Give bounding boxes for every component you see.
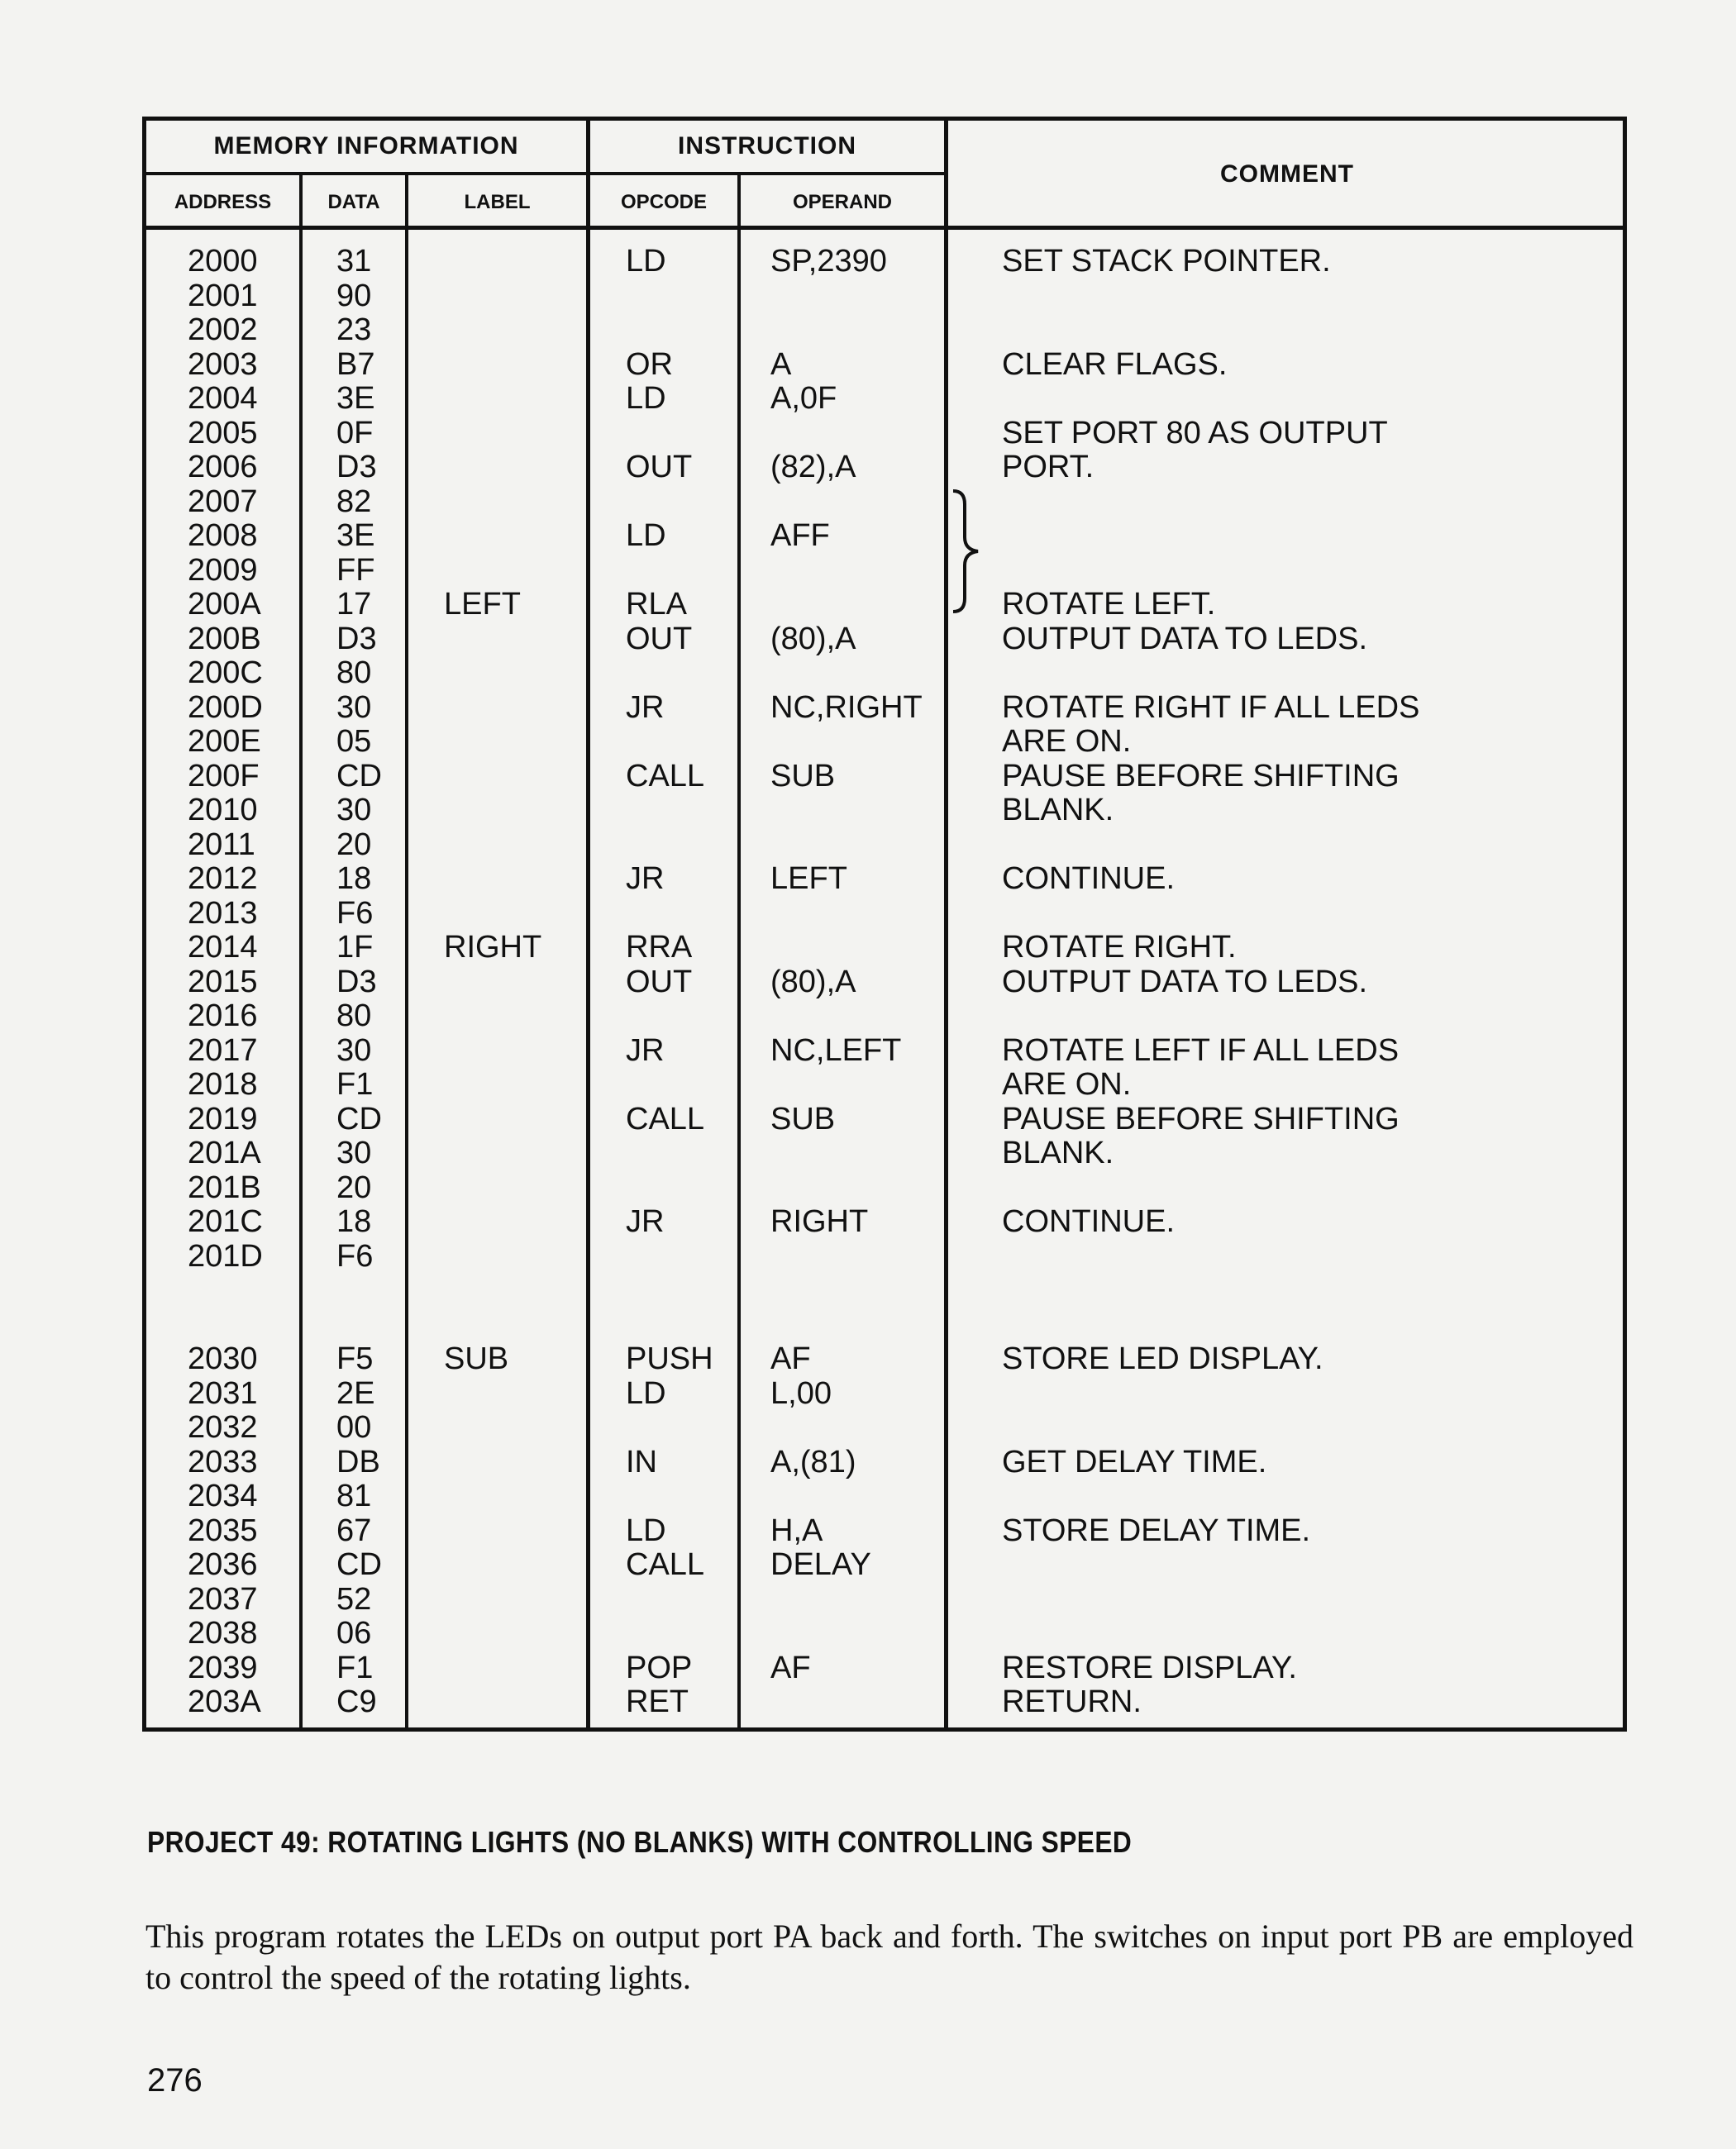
opcode-cell: OUT	[626, 964, 693, 999]
address-cell: 2032	[188, 1410, 258, 1445]
address-cell: 2034	[188, 1479, 258, 1513]
data-cell: 3E	[336, 381, 375, 416]
comment-cell: ARE ON.	[1002, 1067, 1132, 1102]
data-cell: 30	[336, 793, 372, 827]
table-row	[146, 1342, 1623, 1377]
comment-header: COMMENT	[1220, 160, 1354, 188]
operand-cell: AFF	[770, 518, 830, 553]
table-row	[146, 828, 1623, 863]
comment-cell: RESTORE DISPLAY.	[1002, 1650, 1297, 1685]
opcode-cell: CALL	[626, 1547, 705, 1582]
label-cell: SUB	[444, 1341, 509, 1376]
comment-cell: OUTPUT DATA TO LEDS.	[1002, 964, 1368, 999]
data-cell: D3	[336, 450, 377, 484]
table-row	[146, 897, 1623, 932]
opcode-cell: RET	[626, 1684, 689, 1719]
operand-cell: SP,2390	[770, 244, 887, 279]
address-cell: 203A	[188, 1684, 261, 1719]
table-row	[146, 931, 1623, 965]
opcode-cell: LD	[626, 518, 666, 553]
instruction-header: INSTRUCTION	[678, 132, 856, 160]
address-cell: 200C	[188, 655, 263, 690]
address-cell: 2000	[188, 244, 258, 279]
address-cell: 2012	[188, 861, 258, 896]
table-row	[146, 862, 1623, 897]
label-cell: LEFT	[444, 587, 521, 622]
address-cell: 200A	[188, 587, 261, 622]
address-cell: 2031	[188, 1375, 258, 1411]
opcode-cell: RRA	[626, 930, 693, 965]
address-cell: 2009	[188, 552, 258, 588]
table-row	[146, 1240, 1623, 1275]
operand-cell: DELAY	[770, 1547, 871, 1582]
table-row	[146, 1617, 1623, 1651]
opcode-cell: PUSH	[626, 1341, 713, 1376]
opcode-cell: JR	[626, 861, 665, 896]
data-cell: 1F	[336, 930, 374, 965]
data-cell: 80	[336, 998, 372, 1033]
comment-cell: BLANK.	[1002, 1136, 1114, 1170]
data-cell: 80	[336, 655, 372, 690]
table-row	[146, 348, 1623, 383]
opcode-cell: CALL	[626, 1101, 705, 1136]
comment-cell: OUTPUT DATA TO LEDS.	[1002, 621, 1368, 656]
table-row	[146, 1205, 1623, 1240]
data-cell: 30	[336, 1032, 372, 1068]
data-cell: FF	[336, 552, 375, 588]
address-cell: 2005	[188, 415, 258, 450]
comment-cell: CONTINUE.	[1002, 861, 1175, 896]
table-row	[146, 417, 1623, 451]
address-cell: 2038	[188, 1616, 258, 1651]
address-cell: 2017	[188, 1032, 258, 1068]
comment-cell: CLEAR FLAGS.	[1002, 346, 1228, 382]
opcode-cell: OR	[626, 346, 673, 382]
operand-cell: RIGHT	[770, 1204, 869, 1239]
data-cell: F1	[336, 1650, 374, 1685]
data-cell: DB	[336, 1444, 380, 1480]
comment-cell: PAUSE BEFORE SHIFTING	[1002, 758, 1400, 793]
opcode-cell: POP	[626, 1650, 693, 1685]
address-cell: 201B	[188, 1170, 261, 1205]
table-row	[146, 588, 1623, 622]
operand-cell: SUB	[770, 758, 836, 793]
opcode-cell: OUT	[626, 621, 693, 656]
table-row	[146, 656, 1623, 691]
data-cell: 90	[336, 278, 372, 313]
data-cell: 2E	[336, 1375, 375, 1411]
opcode-cell: JR	[626, 1032, 665, 1068]
table-row	[146, 519, 1623, 554]
table-row	[146, 622, 1623, 657]
table-row	[146, 1446, 1623, 1480]
data-cell: 18	[336, 1204, 372, 1239]
address-cell: 2019	[188, 1101, 258, 1136]
address-cell: 2035	[188, 1513, 258, 1548]
data-cell: 06	[336, 1616, 372, 1651]
operand-cell: (82),A	[770, 450, 856, 484]
data-cell: 0F	[336, 415, 374, 450]
opcode-cell: JR	[626, 1204, 665, 1239]
opcode-column-header: OPCODE	[620, 191, 707, 213]
address-cell: 2008	[188, 518, 258, 553]
address-cell: 200F	[188, 758, 260, 793]
opcode-cell: LD	[626, 244, 666, 279]
table-row	[146, 245, 1623, 279]
table-row	[146, 554, 1623, 588]
table-row	[146, 965, 1623, 1000]
data-cell: D3	[336, 621, 377, 656]
data-cell: 67	[336, 1513, 372, 1548]
opcode-cell: JR	[626, 689, 665, 725]
address-cell: 2010	[188, 793, 258, 827]
table-row	[146, 1514, 1623, 1549]
table-row	[146, 1103, 1623, 1137]
table-row	[146, 999, 1623, 1034]
comment-cell: BLANK.	[1002, 793, 1114, 827]
address-cell: 200E	[188, 724, 261, 759]
operand-cell: A,(81)	[770, 1444, 856, 1480]
data-cell: 30	[336, 1136, 372, 1170]
address-cell: 201A	[188, 1136, 261, 1170]
address-cell: 2018	[188, 1067, 258, 1102]
table-row	[146, 1651, 1623, 1686]
comment-cell: ARE ON.	[1002, 724, 1132, 759]
address-cell: 2011	[188, 827, 255, 862]
section-title: PROJECT 49: ROTATING LIGHTS (NO BLANKS) WITH CONTROLLING SPEED	[147, 1825, 1133, 1859]
label-cell: RIGHT	[444, 930, 542, 965]
body-paragraph: This program rotates the LEDs on output port PA back and forth. The switches on input port PB are employed to control the speed of the rotating lights.	[145, 1918, 1633, 1996]
data-cell: 00	[336, 1410, 372, 1445]
table-row	[146, 793, 1623, 828]
table-row	[146, 691, 1623, 726]
data-cell: F6	[336, 1238, 374, 1274]
opcode-cell: IN	[626, 1444, 657, 1480]
data-cell: 52	[336, 1581, 372, 1617]
data-cell: 05	[336, 724, 372, 759]
data-cell: 18	[336, 861, 372, 896]
address-cell: 200D	[188, 689, 263, 725]
comment-cell: ROTATE LEFT.	[1002, 587, 1216, 622]
data-cell: CD	[336, 1101, 382, 1136]
table-row	[146, 1583, 1623, 1618]
comment-cell: ROTATE RIGHT.	[1002, 930, 1237, 965]
label-column-header: LABEL	[464, 191, 531, 213]
operand-cell: AF	[770, 1650, 811, 1685]
data-cell: 3E	[336, 518, 375, 553]
opcode-cell: RLA	[626, 587, 687, 622]
program-listing-table	[142, 117, 1627, 1732]
operand-cell: AF	[770, 1341, 811, 1376]
comment-cell: CONTINUE.	[1002, 1204, 1175, 1239]
table-row	[146, 382, 1623, 417]
table-row	[146, 1308, 1623, 1343]
data-cell: 20	[336, 1170, 372, 1205]
data-cell: C9	[336, 1684, 377, 1719]
opcode-cell: LD	[626, 1375, 666, 1411]
address-cell: 201C	[188, 1204, 263, 1239]
comment-cell: ROTATE RIGHT IF ALL LEDS	[1002, 689, 1420, 725]
address-cell: 2037	[188, 1581, 258, 1617]
operand-cell: NC,LEFT	[770, 1032, 902, 1068]
comment-cell: PORT.	[1002, 450, 1095, 484]
address-cell: 2033	[188, 1444, 258, 1480]
operand-cell: (80),A	[770, 621, 856, 656]
operand-cell: H,A	[770, 1513, 823, 1548]
comment-cell: STORE DELAY TIME.	[1002, 1513, 1311, 1548]
page-number: 276	[147, 2062, 203, 2099]
address-cell: 2001	[188, 278, 258, 313]
address-cell: 2013	[188, 895, 258, 931]
data-cell: 30	[336, 689, 372, 725]
table-row	[146, 725, 1623, 760]
data-cell: CD	[336, 1547, 382, 1582]
data-cell: F5	[336, 1341, 374, 1376]
table-row	[146, 279, 1623, 314]
address-cell: 2030	[188, 1341, 258, 1376]
table-row	[146, 1136, 1623, 1171]
operand-cell: A	[770, 346, 792, 382]
address-cell: 200B	[188, 621, 261, 656]
operand-cell: NC,RIGHT	[770, 689, 923, 725]
table-row	[146, 1274, 1623, 1308]
opcode-cell: LD	[626, 381, 666, 416]
comment-cell: GET DELAY TIME.	[1002, 1444, 1267, 1480]
rule-group-header	[146, 172, 944, 175]
operand-cell: A,0F	[770, 381, 837, 416]
address-cell: 2003	[188, 346, 258, 382]
data-cell: D3	[336, 964, 377, 999]
opcode-cell: LD	[626, 1513, 666, 1548]
table-row	[146, 1411, 1623, 1446]
memory-information-header: MEMORY INFORMATION	[213, 132, 519, 160]
comment-cell: SET STACK POINTER.	[1002, 244, 1331, 279]
opcode-cell: OUT	[626, 450, 693, 484]
address-cell: 2015	[188, 964, 258, 999]
rule-header-bottom	[146, 226, 1623, 230]
address-cell: 2002	[188, 312, 258, 347]
data-cell: 31	[336, 244, 372, 279]
comment-cell: STORE LED DISPLAY.	[1002, 1341, 1323, 1376]
data-cell: CD	[336, 758, 382, 793]
data-cell: 82	[336, 484, 372, 519]
table-row	[146, 1171, 1623, 1206]
table-row	[146, 313, 1623, 348]
address-cell: 2006	[188, 450, 258, 484]
address-column-header: ADDRESS	[174, 191, 272, 213]
curly-brace-icon	[948, 489, 990, 613]
address-cell: 201D	[188, 1238, 263, 1274]
data-cell: F1	[336, 1067, 374, 1102]
table-row	[146, 1685, 1623, 1720]
data-cell: B7	[336, 346, 375, 382]
data-cell: F6	[336, 895, 374, 931]
table-row	[146, 1548, 1623, 1583]
address-cell: 2014	[188, 930, 258, 965]
address-cell: 2007	[188, 484, 258, 519]
comment-cell: RETURN.	[1002, 1684, 1142, 1719]
opcode-cell: CALL	[626, 758, 705, 793]
data-cell: 20	[336, 827, 372, 862]
table-row	[146, 450, 1623, 485]
operand-cell: (80),A	[770, 964, 856, 999]
address-cell: 2039	[188, 1650, 258, 1685]
table-row	[146, 1034, 1623, 1069]
data-cell: 17	[336, 587, 372, 622]
address-cell: 2004	[188, 381, 258, 416]
table-body	[146, 245, 1623, 1724]
comment-cell: PAUSE BEFORE SHIFTING	[1002, 1101, 1400, 1136]
data-column-header: DATA	[327, 191, 380, 213]
operand-cell: SUB	[770, 1101, 836, 1136]
operand-cell: L,00	[770, 1375, 832, 1411]
comment-cell: SET PORT 80 AS OUTPUT	[1002, 415, 1388, 450]
operand-column-header: OPERAND	[792, 191, 892, 213]
data-cell: 81	[336, 1479, 372, 1513]
table-row	[146, 1068, 1623, 1103]
operand-cell: LEFT	[770, 861, 847, 896]
comment-cell: ROTATE LEFT IF ALL LEDS	[1002, 1032, 1400, 1068]
table-row	[146, 760, 1623, 794]
table-row	[146, 1480, 1623, 1514]
address-cell: 2036	[188, 1547, 258, 1582]
address-cell: 2016	[188, 998, 258, 1033]
data-cell: 23	[336, 312, 372, 347]
table-row	[146, 1377, 1623, 1412]
table-row	[146, 485, 1623, 520]
